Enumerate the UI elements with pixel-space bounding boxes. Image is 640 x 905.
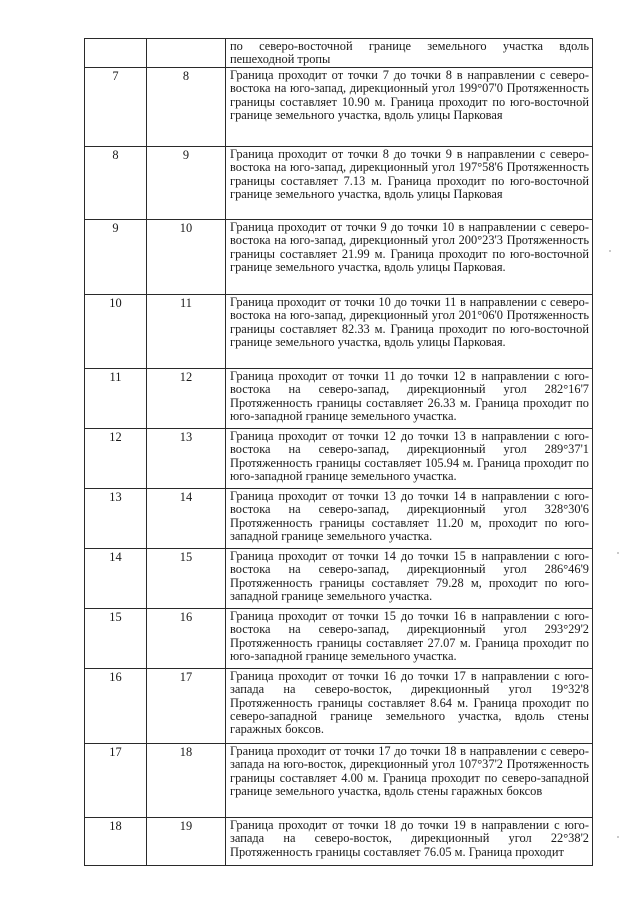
from-point-cell: 9: [85, 219, 147, 294]
from-point-cell: 15: [85, 608, 147, 668]
to-point-cell: 8: [147, 67, 226, 146]
table-row: [85, 743, 593, 817]
table-row: [85, 428, 593, 488]
table-row: [85, 608, 593, 668]
table-row: [85, 219, 593, 294]
boundary-description-table: [84, 38, 593, 866]
to-point-cell: 16: [147, 608, 226, 668]
boundary-description-text: Граница проходит от точки 18 до точки 19 в направлении с юго-запада на северо-восток, дирекционный угол 22°38'2 Протяженность границы составляет 76.05 м. Граница проходит: [230, 817, 589, 859]
to-point-cell: 11: [147, 294, 226, 368]
boundary-description-text: Граница проходит от точки 8 до точки 9 в направлении с северо-востока на юго-запад, дирекционный угол 197°58'6 Протяженность границы составляет 7.13 м. Граница проходит по юго-восточной границе земельного участка, вдоль улицы Парковая: [230, 146, 589, 202]
boundary-description-text: по северо-восточной границе земельного участка вдоль пешеходной тропы: [230, 39, 589, 67]
from-point-cell: 17: [85, 743, 147, 817]
to-point-cell: 18: [147, 743, 226, 817]
boundary-description-text: Граница проходит от точки 11 до точки 12 в направлении с юго-востока на северо-запад, дирекционный угол 282°16'7 Протяженность границы составляет 26.33 м. Граница проходит по юго-западной границе земельного участка.: [230, 368, 589, 424]
table-row: [85, 67, 593, 146]
from-point-cell: [85, 39, 147, 68]
boundary-description-text: Граница проходит от точки 13 до точки 14 в направлении с юго-востока на северо-запад, дирекционный угол 328°30'6 Протяженность границы составляет 11.20 м, проходит по юго-западной границе земельного участка.: [230, 488, 589, 544]
to-point-cell: 10: [147, 219, 226, 294]
table-row: [85, 294, 593, 368]
boundary-description-text: Граница проходит от точки 17 до точки 18 в направлении с северо-запада на юго-восток, дирекционный угол 107°37'2 Протяженность границы составляет 4.00 м. Граница проходит по северо-западной границе земельного участка, вдоль стены гаражных боксов: [230, 743, 589, 799]
table-row: [85, 39, 593, 68]
boundary-description-text: Граница проходит от точки 9 до точки 10 в направлении с северо-востока на юго-запад, дирекционный угол 200°23'3 Протяженность границы составляет 21.99 м. Граница проходит по юго-восточной границе земельного участка, вдоль улицы Парковая.: [230, 219, 589, 275]
table-row: [85, 668, 593, 743]
table-row: [85, 488, 593, 548]
boundary-description-cell: [226, 67, 593, 146]
to-point-cell: 12: [147, 368, 226, 428]
scan-speck: [609, 250, 611, 252]
boundary-description-cell: [226, 817, 593, 865]
from-point-cell: 13: [85, 488, 147, 548]
to-point-cell: 9: [147, 146, 226, 219]
from-point-cell: 16: [85, 668, 147, 743]
boundary-description-text: Граница проходит от точки 12 до точки 13 в направлении с юго-востока на северо-запад, дирекционный угол 289°37'1 Протяженность границы составляет 105.94 м. Граница проходит по юго-западной границе земельного участка.: [230, 428, 589, 484]
to-point-cell: 15: [147, 548, 226, 608]
table-row: [85, 817, 593, 865]
boundary-description-cell: [226, 39, 593, 68]
table-row: [85, 548, 593, 608]
from-point-cell: 7: [85, 67, 147, 146]
boundary-description-cell: [226, 488, 593, 548]
boundary-description-text: Граница проходит от точки 16 до точки 17 в направлении с юго-запада на северо-восток, дирекционный угол 19°32'8 Протяженность границы составляет 8.64 м. Граница проходит по северо-западной границе земельного участка, вдоль стены гаражных боксов.: [230, 668, 589, 737]
boundary-description-cell: [226, 668, 593, 743]
boundary-description-cell: [226, 368, 593, 428]
boundary-description-cell: [226, 219, 593, 294]
scan-speck: [617, 836, 619, 838]
boundary-description-cell: [226, 743, 593, 817]
boundary-description-cell: [226, 146, 593, 219]
document-page: [84, 38, 592, 866]
from-point-cell: 11: [85, 368, 147, 428]
to-point-cell: [147, 39, 226, 68]
from-point-cell: 18: [85, 817, 147, 865]
boundary-description-text: Граница проходит от точки 15 до точки 16 в направлении с юго-востока на северо-запад, дирекционный угол 293°29'2 Протяженность границы составляет 27.07 м. Граница проходит по юго-западной границе земельного участка.: [230, 608, 589, 664]
boundary-description-cell: [226, 548, 593, 608]
scan-speck: [617, 552, 619, 554]
table-row: [85, 368, 593, 428]
table-row: [85, 146, 593, 219]
boundary-description-cell: [226, 294, 593, 368]
from-point-cell: 14: [85, 548, 147, 608]
to-point-cell: 17: [147, 668, 226, 743]
boundary-description-cell: [226, 428, 593, 488]
boundary-description-text: Граница проходит от точки 7 до точки 8 в направлении с северо-востока на юго-запад, дирекционный угол 199°07'0 Протяженность границы составляет 10.90 м. Граница проходит по юго-восточной границе земельного участка, вдоль улицы Парковая: [230, 67, 589, 123]
boundary-description-text: Граница проходит от точки 14 до точки 15 в направлении с юго-востока на северо-запад, дирекционный угол 286°46'9 Протяженность границы составляет 79.28 м, проходит по юго-западной границе земельного участка.: [230, 548, 589, 604]
from-point-cell: 10: [85, 294, 147, 368]
from-point-cell: 8: [85, 146, 147, 219]
to-point-cell: 19: [147, 817, 226, 865]
to-point-cell: 14: [147, 488, 226, 548]
to-point-cell: 13: [147, 428, 226, 488]
from-point-cell: 12: [85, 428, 147, 488]
boundary-description-text: Граница проходит от точки 10 до точки 11 в направлении с северо-востока на юго-запад, дирекционный угол 201°06'0 Протяженность границы составляет 82.33 м. Граница проходит по юго-восточной границе земельного участка, вдоль улицы Парковая.: [230, 294, 589, 350]
boundary-description-cell: [226, 608, 593, 668]
